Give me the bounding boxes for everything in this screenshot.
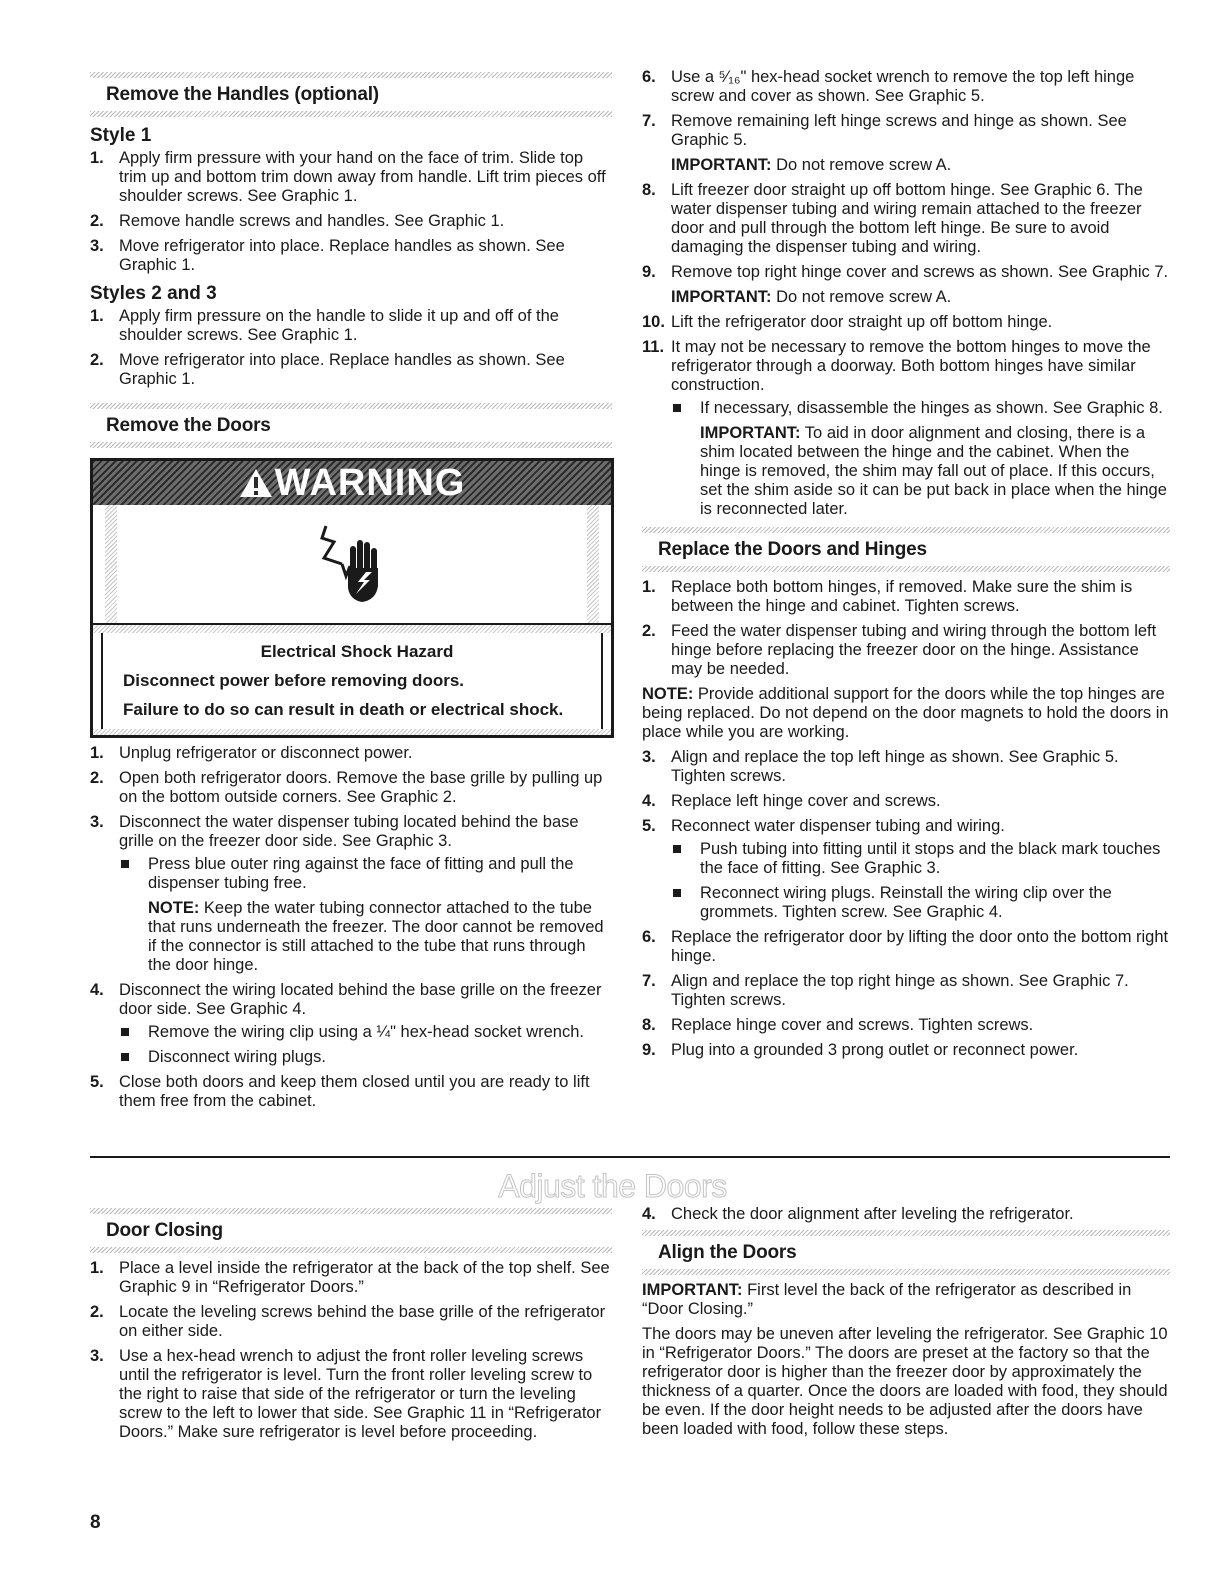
warning-word: WARNING (274, 461, 466, 504)
subheading-styles23: Styles 2 and 3 (90, 283, 217, 304)
bullet-item (119, 1023, 612, 1042)
note-text: Keep the water tubing connector attached to the tube that runs underneath the freezer. The door cannot be removed if the connector is still attached to the tube that runs through the door hinge. (148, 899, 604, 974)
list-item (642, 748, 1170, 786)
header-rule (642, 1269, 1170, 1275)
list-item (90, 212, 612, 231)
step-number: 2. (90, 769, 104, 787)
step-number: 3. (90, 813, 104, 831)
list-item (90, 769, 612, 807)
step-number: 1. (90, 744, 104, 762)
step-number: 1. (90, 1259, 104, 1277)
remove-doors-steps (90, 744, 612, 1111)
bullet-list (119, 1023, 612, 1067)
list-item (90, 149, 612, 206)
bullet-square-icon (121, 1028, 129, 1036)
step-number: 2. (642, 622, 656, 640)
replace-steps (642, 578, 1170, 679)
list-item (90, 1347, 612, 1442)
bullet-square-icon (121, 860, 129, 868)
list-item (642, 1205, 1170, 1224)
step-text: It may not be necessary to remove the bottom hinges to move the refrigerator through a doorway. Both bottom hinges have similar construction. (671, 338, 1151, 394)
bullet-square-icon (121, 1053, 129, 1061)
step-text: Apply firm pressure on the handle to slide it up and off of the shoulder screws. See Graphic 1. (119, 307, 559, 344)
styles23-steps (90, 307, 612, 389)
step-number: 3. (90, 1347, 104, 1365)
left-column-bottom (90, 1208, 612, 1448)
step-number: 1. (90, 307, 104, 325)
note-label: NOTE: (642, 685, 694, 703)
hazard-heading: Electrical Shock Hazard (260, 642, 454, 661)
step-text: Check the door alignment after leveling the refrigerator. (671, 1205, 1074, 1223)
step-number: 4. (642, 1205, 656, 1223)
step-number: 7. (642, 972, 656, 990)
list-item (90, 351, 612, 389)
step-number: 9. (642, 263, 656, 281)
warning-label (239, 461, 466, 504)
warning-divider (93, 623, 611, 633)
step-number: 2. (90, 351, 104, 369)
step-number: 5. (642, 817, 656, 835)
list-item (90, 1303, 612, 1341)
door-closing-steps (90, 1259, 612, 1442)
step-text: Unplug refrigerator or disconnect power. (119, 744, 413, 762)
list-item (642, 338, 1170, 519)
important-text: Do not remove screw A. (771, 156, 952, 174)
right-column-bottom (642, 1205, 1170, 1445)
step-text: Use a hex-head wrench to adjust the front roller leveling screws until the refrigerator is level. Turn the front roller leveling screw to the right to raise that side of the refrigerator or turn the leveling screw to the left to lower that side. See Graphic 11 in “Refrigerator Doors.” Make sure refrigerator is level before proceeding. (119, 1347, 602, 1441)
page-divider (90, 1156, 1170, 1158)
bullet-text: Reconnect wiring plugs. Reinstall the wiring clip over the grommets. Tighten screw. See Graphic 4. (700, 884, 1112, 921)
step-number: 10. (642, 313, 665, 331)
list-item (90, 744, 612, 763)
step-text: Remove top right hinge cover and screws as shown. See Graphic 7. (671, 263, 1169, 281)
step-text: Use a ⁵⁄₁₆" hex-head socket wrench to remove the top left hinge screw and cover as shown. See Graphic 5. (671, 68, 1135, 105)
step-text: Replace the refrigerator door by lifting the door onto the bottom right hinge. (671, 928, 1169, 965)
step-text: Open both refrigerator doors. Remove the base grille by pulling up on the bottom outside corners. See Graphic 2. (119, 769, 603, 806)
step-text: Disconnect the wiring located behind the base grille on the freezer door side. See Graphic 4. (119, 981, 602, 1018)
bullet-item (671, 884, 1170, 922)
list-item (642, 972, 1170, 1010)
header-rule (90, 111, 612, 117)
step-number: 3. (642, 748, 656, 766)
important-label: IMPORTANT: (642, 1281, 743, 1299)
warning-box (90, 458, 614, 738)
list-item (90, 813, 612, 975)
warning-banner (93, 461, 611, 505)
list-item (90, 981, 612, 1067)
section-title-handles: Remove the Handles (optional) (106, 84, 379, 105)
bullet-item (119, 855, 612, 975)
list-item (642, 817, 1170, 922)
warning-text (101, 633, 603, 729)
section-title-replace: Replace the Doors and Hinges (658, 539, 927, 560)
section-header-doors (90, 403, 612, 448)
subheading-style1: Style 1 (90, 125, 152, 146)
step-text: Remove handle screws and handles. See Graphic 1. (119, 212, 505, 230)
header-rule (90, 1247, 612, 1253)
step-number: 8. (642, 181, 656, 199)
style1-steps (90, 149, 612, 275)
important-paragraph (642, 1281, 1170, 1319)
list-item (642, 1016, 1170, 1035)
step-number: 8. (642, 1016, 656, 1034)
step-text: Feed the water dispenser tubing and wiring through the bottom left hinge before replacing the freezer door on the hinge. Assistance may be needed. (671, 622, 1157, 678)
step-text: Replace hinge cover and screws. Tighten screws. (671, 1016, 1034, 1034)
step-text: Move refrigerator into place. Replace handles as shown. See Graphic 1. (119, 237, 565, 274)
warning-bottom-rule (93, 729, 611, 735)
list-item (642, 1041, 1170, 1060)
important-text: Do not remove screw A. (771, 288, 952, 306)
step-text: Reconnect water dispenser tubing and wiring. (671, 817, 1005, 835)
header-rule (90, 442, 612, 448)
list-item (642, 68, 1170, 106)
important-label: IMPORTANT: (671, 288, 772, 306)
bullet-text: Push tubing into fitting until it stops and the black mark touches the face of fitting. See Graphic 3. (700, 840, 1161, 877)
step-text: Lift the refrigerator door straight up off bottom hinge. (671, 313, 1053, 331)
left-column-top (90, 72, 612, 1117)
step-number: 1. (90, 149, 104, 167)
bullet-list (671, 840, 1170, 922)
note-text: Provide additional support for the doors while the top hinges are being replaced. Do not depend on the door magnets to hold the doors in place while you are working. (642, 685, 1169, 741)
section-title-closing: Door Closing (106, 1220, 223, 1241)
step-number: 11. (642, 338, 665, 356)
section-header-align (642, 1230, 1170, 1275)
section-header-closing (90, 1208, 612, 1253)
right-column-top (642, 68, 1170, 1066)
note-paragraph (642, 685, 1170, 742)
list-item (642, 112, 1170, 175)
important-note (671, 156, 1170, 175)
important-note (671, 288, 1170, 307)
bullet-square-icon (673, 404, 681, 412)
step-number: 5. (90, 1073, 104, 1091)
bullet-list (119, 855, 612, 975)
step-number: 9. (642, 1041, 656, 1059)
bullet-item (119, 1048, 612, 1067)
step-text: Disconnect the water dispenser tubing located behind the base grille on the freezer door side. See Graphic 3. (119, 813, 579, 850)
step-number: 6. (642, 68, 656, 86)
step-number: 1. (642, 578, 656, 596)
electrical-shock-hand-icon (320, 524, 384, 604)
bullet-text: Press blue outer ring against the face of fitting and pull the dispenser tubing free. (148, 855, 574, 892)
replace-steps-continued (642, 748, 1170, 1060)
bullet-item (671, 399, 1170, 519)
list-item (642, 792, 1170, 811)
step-text: Move refrigerator into place. Replace handles as shown. See Graphic 1. (119, 351, 565, 388)
section-title-doors: Remove the Doors (106, 415, 271, 436)
step-text: Locate the leveling screws behind the base grille of the refrigerator on either side. (119, 1303, 606, 1340)
bullet-item (671, 840, 1170, 878)
important-label: IMPORTANT: (700, 424, 801, 442)
important-text: First level the back of the refrigerator as described in “Door Closing.” (642, 1281, 1132, 1318)
bullet-square-icon (673, 845, 681, 853)
list-item (642, 263, 1170, 307)
list-item (642, 578, 1170, 616)
align-paragraph: The doors may be uneven after leveling the refrigerator. See Graphic 10 in “Refrigerator Doors.” The doors are preset at the factory so that the refrigerator door is higher than the freezer door by approximately the thickness of a quarter. Once the doors are loaded with food, they should be even. If the door height needs to be adjusted after the doors have been loaded with food, follow these steps. (642, 1325, 1168, 1438)
step-number: 7. (642, 112, 656, 130)
warning-icon-area (93, 505, 611, 623)
step-number: 2. (90, 1303, 104, 1321)
step-number: 4. (90, 981, 104, 999)
important-label: IMPORTANT: (671, 156, 772, 174)
list-item (642, 928, 1170, 966)
warning-line: Failure to do so can result in death or electrical shock. (123, 700, 564, 719)
step-number: 4. (642, 792, 656, 810)
adjust-doors-heading: Adjust the Doors (498, 1168, 727, 1204)
step-text: Close both doors and keep them closed until you are ready to lift them free from the cabinet. (119, 1073, 590, 1110)
list-item (642, 181, 1170, 257)
important-note (700, 424, 1170, 519)
list-item (642, 622, 1170, 679)
important-text: To aid in door alignment and closing, there is a shim located between the hinge and the cabinet. When the hinge is removed, the shim may fall out of place. If this occurs, set the shim aside so it can be put back in place when the hinge is reconnected later. (700, 424, 1167, 518)
door-closing-steps-continued (642, 1205, 1170, 1224)
bullet-text: Disconnect wiring plugs. (148, 1048, 326, 1066)
warning-triangle-icon (239, 468, 273, 498)
step-text: Remove remaining left hinge screws and hinge as shown. See Graphic 5. (671, 112, 1127, 149)
step-text: Replace both bottom hinges, if removed. Make sure the shim is between the hinge and cabinet. Tighten screws. (671, 578, 1133, 615)
list-item (90, 1073, 612, 1111)
step-text: Align and replace the top right hinge as shown. See Graphic 7. Tighten screws. (671, 972, 1129, 1009)
step-text: Align and replace the top left hinge as shown. See Graphic 5. Tighten screws. (671, 748, 1119, 785)
step-number: 6. (642, 928, 656, 946)
list-item (90, 1259, 612, 1297)
remove-doors-steps-continued (642, 68, 1170, 519)
list-item (90, 307, 612, 345)
bullet-list (671, 399, 1170, 519)
list-item (90, 237, 612, 275)
step-text: Apply firm pressure with your hand on the face of trim. Slide top trim up and bottom trim down away from handle. Lift trim pieces off shoulder screws. See Graphic 1. (119, 149, 606, 205)
step-number: 2. (90, 212, 104, 230)
step-number: 3. (90, 237, 104, 255)
warning-line: Disconnect power before removing doors. (123, 671, 465, 690)
bullet-text: If necessary, disassemble the hinges as shown. See Graphic 8. (700, 399, 1163, 417)
step-text: Lift freezer door straight up off bottom hinge. See Graphic 6. The water dispenser tubing and wiring remain attached to the freezer door and pull through the bottom left hinge. Be sure to avoid damaging the dispenser tubing and wiring. (671, 181, 1143, 256)
bullet-square-icon (673, 889, 681, 897)
page-number: 8 (90, 1512, 101, 1533)
step-text: Place a level inside the refrigerator at the back of the top shelf. See Graphic 9 in “Refrigerator Doors.” (119, 1259, 610, 1296)
note-label: NOTE: (148, 899, 200, 917)
list-item (642, 313, 1170, 332)
section-title-align: Align the Doors (658, 1242, 797, 1263)
bullet-text: Remove the wiring clip using a ¼" hex-head socket wrench. (148, 1023, 584, 1041)
step-text: Replace left hinge cover and screws. (671, 792, 941, 810)
header-rule (642, 566, 1170, 572)
section-header-handles (90, 72, 612, 117)
note (148, 899, 612, 975)
section-header-replace (642, 527, 1170, 572)
step-text: Plug into a grounded 3 prong outlet or reconnect power. (671, 1041, 1079, 1059)
